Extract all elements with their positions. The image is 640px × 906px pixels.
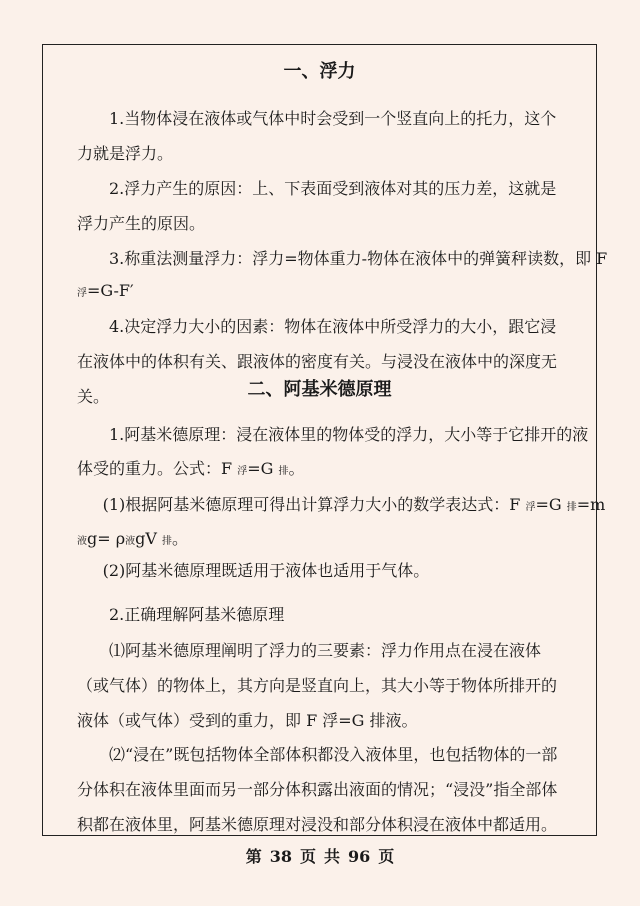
- current-page: 38: [269, 847, 292, 866]
- paragraph-weighing-method-line1: 3.称重法测量浮力：浮力=物体重力-物体在液体中的弹簧秤读数，即 F: [109, 249, 608, 268]
- paragraph-three-elements: ⑴阿基米德原理阐明了浮力的三要素：浮力作用点在浸在液体（或气体）的物体上，其方向是竖直向上，其大小等于物体所排开的液体（或气体）受到的重力，即 F 浮=G 排液。: [77, 641, 558, 730]
- paragraph-buoyancy-cause: 2.浮力产生的原因：上、下表面受到液体对其的压力差，这就是浮力产生的原因。: [77, 179, 557, 233]
- formula-line2: 液g= ρ液gV 排。: [77, 529, 189, 548]
- paragraph-understanding-heading: 2.正确理解阿基米德原理: [109, 605, 285, 624]
- paragraph-buoyancy-definition: 1.当物体浸在液体或气体中时会受到一个竖直向上的托力，这个力就是浮力。: [77, 109, 557, 163]
- section-title-buoyancy: 一、浮力: [283, 61, 356, 82]
- paragraph-archimedes-line1: 1.阿基米德原理：浸在液体里的物体受的浮力，大小等于它排开的液: [109, 425, 589, 444]
- formula-line1: (1)根据阿基米德原理可得出计算浮力大小的数学表达式：F 浮=G 排=m: [102, 495, 606, 514]
- total-pages: 96: [348, 847, 371, 866]
- content-frame: [42, 44, 608, 836]
- paragraph-archimedes-line2: 体受的重力。公式：F 浮=G 排。: [77, 459, 305, 478]
- paragraph-buoyancy-factors: 4.决定浮力大小的因素：物体在液体中所受浮力的大小，跟它浸在液体中的体积有关、跟液体的密度有关。与浸没在液体中的深度无关。: [77, 317, 558, 406]
- page-footer: 第 38 页 共 96 页: [245, 847, 395, 866]
- section-title-archimedes: 二、阿基米德原理: [247, 379, 392, 400]
- paragraph-weighing-method-line2: 浮=G-F′: [77, 281, 134, 300]
- paragraph-immersed-meaning: ⑵“浸在”既包括物体全部体积都没入液体里，也包括物体的一部分体积在液体里面而另一部分体积露出液面的情况；“浸没”指全部体积都在液体里，阿基米德原理对浸没和部分体积浸在液体中都适用。: [77, 745, 558, 834]
- paragraph-applies-gas: (2)阿基米德原理既适用于液体也适用于气体。: [102, 561, 430, 580]
